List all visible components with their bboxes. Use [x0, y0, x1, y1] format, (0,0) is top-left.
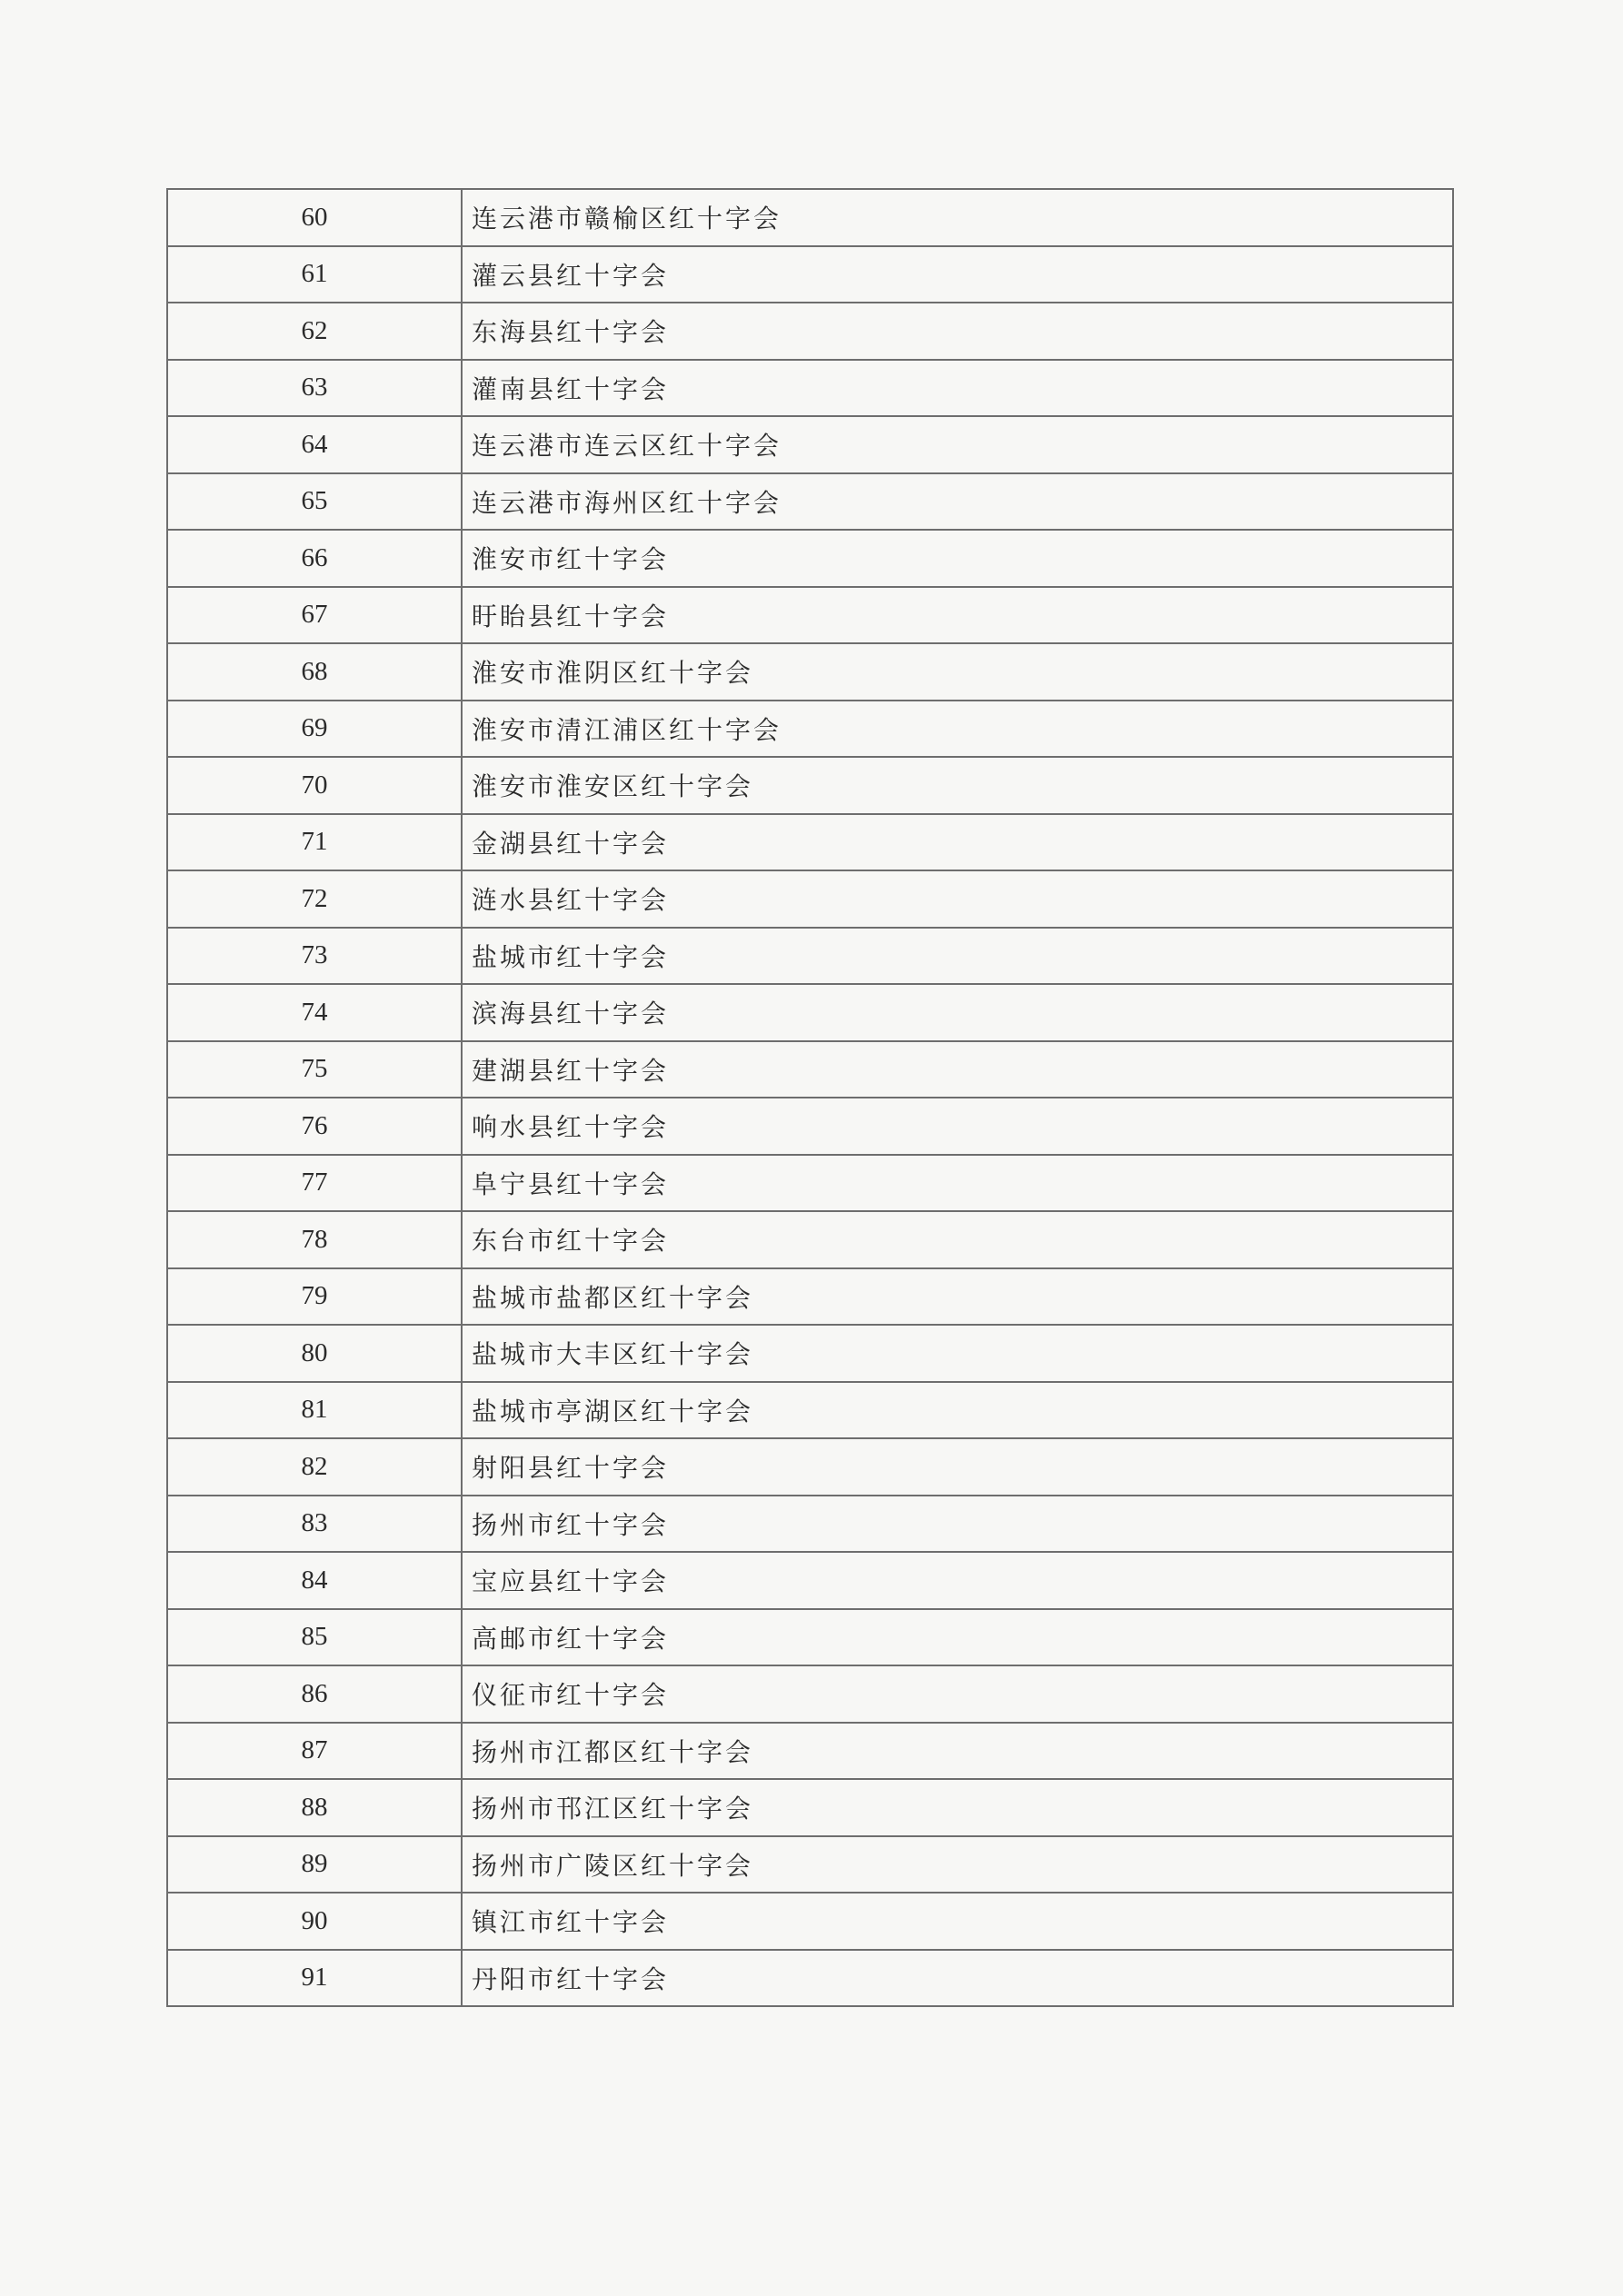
organization-name: 响水县红十字会 [462, 1098, 1453, 1155]
table-row [167, 1552, 1453, 1609]
organization-name: 涟水县红十字会 [462, 870, 1453, 928]
table-row [167, 1893, 1453, 1950]
organization-name: 扬州市邗江区红十字会 [462, 1779, 1453, 1836]
organization-name: 东台市红十字会 [462, 1211, 1453, 1268]
row-number: 81 [167, 1382, 462, 1439]
organization-name: 盐城市盐都区红十字会 [462, 1268, 1453, 1326]
row-number: 66 [167, 530, 462, 587]
table-row [167, 587, 1453, 644]
row-number: 87 [167, 1723, 462, 1780]
organization-name: 丹阳市红十字会 [462, 1950, 1453, 2007]
organization-name: 扬州市广陵区红十字会 [462, 1836, 1453, 1893]
organization-name: 金湖县红十字会 [462, 814, 1453, 871]
table-row [167, 643, 1453, 701]
row-number: 65 [167, 473, 462, 531]
row-number: 78 [167, 1211, 462, 1268]
table-row [167, 360, 1453, 417]
row-number: 71 [167, 814, 462, 871]
organization-table [166, 188, 1454, 2007]
organization-name: 淮安市淮阴区红十字会 [462, 643, 1453, 701]
organization-name: 淮安市清江浦区红十字会 [462, 701, 1453, 758]
row-number: 69 [167, 701, 462, 758]
organization-name: 淮安市红十字会 [462, 530, 1453, 587]
row-number: 63 [167, 360, 462, 417]
organization-name: 盱眙县红十字会 [462, 587, 1453, 644]
organization-name: 扬州市江都区红十字会 [462, 1723, 1453, 1780]
organization-name: 建湖县红十字会 [462, 1041, 1453, 1098]
row-number: 83 [167, 1496, 462, 1553]
row-number: 70 [167, 757, 462, 814]
row-number: 86 [167, 1665, 462, 1723]
table-row [167, 1609, 1453, 1666]
organization-name: 盐城市大丰区红十字会 [462, 1325, 1453, 1382]
table-row [167, 1836, 1453, 1893]
table-row [167, 1098, 1453, 1155]
table-row [167, 303, 1453, 360]
table-row [167, 814, 1453, 871]
organization-name: 扬州市红十字会 [462, 1496, 1453, 1553]
row-number: 88 [167, 1779, 462, 1836]
organization-name: 滨海县红十字会 [462, 984, 1453, 1041]
row-number: 60 [167, 189, 462, 246]
row-number: 85 [167, 1609, 462, 1666]
organization-name: 盐城市亭湖区红十字会 [462, 1382, 1453, 1439]
table-row [167, 1779, 1453, 1836]
organization-name: 镇江市红十字会 [462, 1893, 1453, 1950]
table-row [167, 1665, 1453, 1723]
table-row [167, 1438, 1453, 1496]
row-number: 62 [167, 303, 462, 360]
organization-name: 灌南县红十字会 [462, 360, 1453, 417]
organization-name: 宝应县红十字会 [462, 1552, 1453, 1609]
table-row [167, 473, 1453, 531]
table-row [167, 1211, 1453, 1268]
table-row [167, 189, 1453, 246]
table-row [167, 984, 1453, 1041]
row-number: 75 [167, 1041, 462, 1098]
table-row [167, 1496, 1453, 1553]
table-row [167, 416, 1453, 473]
organization-name: 东海县红十字会 [462, 303, 1453, 360]
organization-name: 连云港市海州区红十字会 [462, 473, 1453, 531]
table-row [167, 1723, 1453, 1780]
organization-name: 仪征市红十字会 [462, 1665, 1453, 1723]
row-number: 68 [167, 643, 462, 701]
table-body [167, 189, 1453, 2006]
organization-name: 连云港市连云区红十字会 [462, 416, 1453, 473]
row-number: 82 [167, 1438, 462, 1496]
row-number: 64 [167, 416, 462, 473]
organization-name: 灌云县红十字会 [462, 246, 1453, 303]
table-row [167, 530, 1453, 587]
row-number: 74 [167, 984, 462, 1041]
row-number: 79 [167, 1268, 462, 1326]
row-number: 61 [167, 246, 462, 303]
table-row [167, 1382, 1453, 1439]
row-number: 84 [167, 1552, 462, 1609]
row-number: 76 [167, 1098, 462, 1155]
organization-name: 射阳县红十字会 [462, 1438, 1453, 1496]
row-number: 91 [167, 1950, 462, 2007]
table-row [167, 757, 1453, 814]
row-number: 72 [167, 870, 462, 928]
row-number: 73 [167, 928, 462, 985]
table-row [167, 1041, 1453, 1098]
table-row [167, 1155, 1453, 1212]
table-row [167, 870, 1453, 928]
table-row [167, 701, 1453, 758]
organization-name: 高邮市红十字会 [462, 1609, 1453, 1666]
row-number: 89 [167, 1836, 462, 1893]
organization-name: 淮安市淮安区红十字会 [462, 757, 1453, 814]
table-row [167, 246, 1453, 303]
table-row [167, 928, 1453, 985]
table-row [167, 1325, 1453, 1382]
row-number: 90 [167, 1893, 462, 1950]
row-number: 77 [167, 1155, 462, 1212]
organization-name: 阜宁县红十字会 [462, 1155, 1453, 1212]
table-row [167, 1268, 1453, 1326]
row-number: 67 [167, 587, 462, 644]
organization-name: 盐城市红十字会 [462, 928, 1453, 985]
table-row [167, 1950, 1453, 2007]
row-number: 80 [167, 1325, 462, 1382]
organization-name: 连云港市赣榆区红十字会 [462, 189, 1453, 246]
